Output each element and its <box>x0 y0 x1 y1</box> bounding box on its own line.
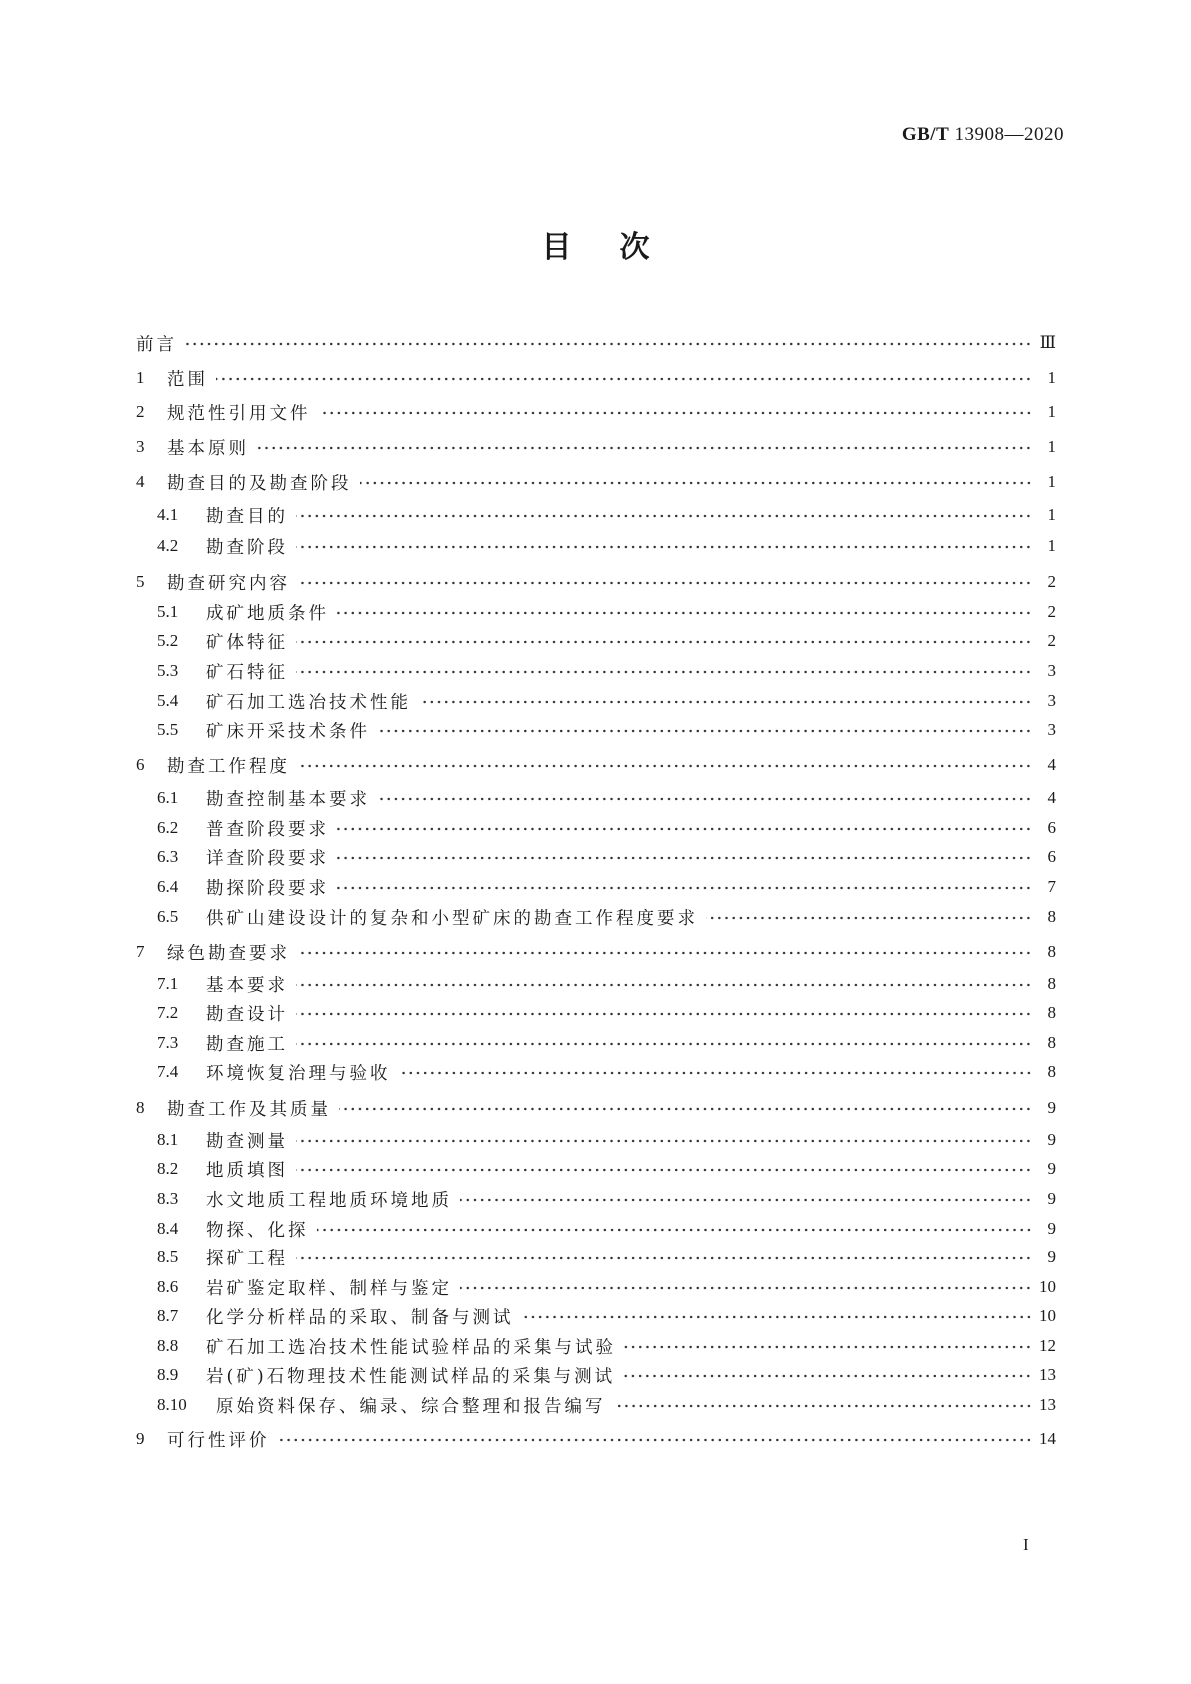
toc-entry-label: 勘查研究内容 <box>167 573 290 594</box>
toc-entry-number: 8 <box>136 1098 145 1117</box>
toc-dot-leader <box>337 855 1032 861</box>
toc-dot-leader <box>296 669 1032 675</box>
toc-entry[interactable] <box>136 689 1056 713</box>
standard-number: 13908—2020 <box>954 124 1064 145</box>
toc-entry[interactable] <box>136 1096 1056 1120</box>
toc-entry[interactable] <box>136 503 1056 527</box>
toc-entry-label: 基本要求 <box>206 975 288 996</box>
toc-entry-number: 4 <box>136 472 145 491</box>
toc-entry-label: 矿石加工选冶技术性能 <box>206 692 411 713</box>
toc-entry[interactable] <box>136 470 1056 494</box>
toc-entry[interactable] <box>136 1363 1056 1387</box>
toc-dot-leader <box>460 1285 1032 1291</box>
toc-entry[interactable] <box>136 366 1056 390</box>
toc-entry-label: 勘查目的 <box>206 506 288 527</box>
toc-entry-label: 化学分析样品的采取、制备与测试 <box>206 1307 514 1328</box>
toc-entry[interactable] <box>136 1275 1056 1299</box>
toc-entry-label: 供矿山建设设计的复杂和小型矿床的勘查工作程度要求 <box>206 908 698 929</box>
toc-entry-label: 勘探阶段要求 <box>206 878 329 899</box>
toc-entry-number: 6.4 <box>157 877 179 896</box>
toc-entry-page: 1 <box>1047 536 1056 555</box>
toc-entry-page: 8 <box>1047 907 1056 926</box>
toc-entry-page: 9 <box>1047 1159 1056 1178</box>
toc-dot-leader <box>296 1011 1032 1017</box>
toc-entry-label: 绿色勘查要求 <box>167 943 290 964</box>
toc-entry-label: 水文地质工程地质环境地质 <box>206 1190 452 1211</box>
toc-dot-leader <box>614 1403 1033 1409</box>
toc-dot-leader <box>296 1255 1032 1261</box>
toc-dot-leader <box>298 763 1032 769</box>
toc-entry-label: 矿石特征 <box>206 662 288 683</box>
toc-entry-label: 勘查工作及其质量 <box>167 1099 331 1120</box>
toc-dot-leader <box>337 826 1032 832</box>
toc-entry-number: 5 <box>136 572 145 591</box>
toc-entry-number: 5.5 <box>157 720 179 739</box>
toc-entry-page: 1 <box>1047 505 1056 524</box>
toc-entry-label: 勘查工作程度 <box>167 756 290 777</box>
toc-entry[interactable] <box>136 1427 1056 1451</box>
toc-entry[interactable] <box>136 905 1056 929</box>
toc-entry-label: 范围 <box>167 369 208 390</box>
toc-entry[interactable] <box>136 1304 1056 1328</box>
toc-entry-number: 7.1 <box>157 974 179 993</box>
toc-entry[interactable] <box>136 875 1056 899</box>
toc-entry-label: 前言 <box>136 334 177 355</box>
toc-entry-number: 8.1 <box>157 1130 179 1149</box>
toc-entry[interactable] <box>136 400 1056 424</box>
toc-entry-number: 5.3 <box>157 661 179 680</box>
toc-entry-page: 9 <box>1047 1130 1056 1149</box>
toc-entry[interactable] <box>136 845 1056 869</box>
toc-entry-page: 10 <box>1039 1306 1056 1325</box>
toc-entry-page: 1 <box>1047 402 1056 421</box>
toc-entry-number: 5.1 <box>157 602 179 621</box>
toc-entry-page: 6 <box>1047 818 1056 837</box>
toc-entry-number: 8.4 <box>157 1219 179 1238</box>
toc-dot-leader <box>296 982 1032 988</box>
toc-entry-label: 原始资料保存、编录、综合整理和报告编写 <box>216 1396 606 1417</box>
toc-entry-label: 成矿地质条件 <box>206 603 329 624</box>
toc-entry-label: 普查阶段要求 <box>206 819 329 840</box>
toc-entry-page: Ⅲ <box>1039 333 1056 352</box>
toc-dot-leader <box>298 580 1032 586</box>
toc-entry-number: 8.6 <box>157 1277 179 1296</box>
toc-entry[interactable] <box>136 435 1056 459</box>
toc-entry-page: 8 <box>1047 1033 1056 1052</box>
toc-entry-page: 8 <box>1047 974 1056 993</box>
standard-code <box>902 124 1064 146</box>
toc-entry-number: 8.10 <box>157 1395 187 1414</box>
toc-dot-leader <box>296 639 1032 645</box>
toc-entry-page: 2 <box>1047 572 1056 591</box>
toc-entry[interactable] <box>136 1245 1056 1269</box>
toc-entry-label: 勘查阶段 <box>206 537 288 558</box>
toc-entry-number: 6.5 <box>157 907 179 926</box>
toc-entry[interactable] <box>136 570 1056 594</box>
toc-entry-number: 4.1 <box>157 505 179 524</box>
toc-entry-page: 13 <box>1039 1365 1056 1384</box>
toc-entry[interactable] <box>136 1157 1056 1181</box>
toc-entry[interactable] <box>136 753 1056 777</box>
toc-entry-label: 矿石加工选冶技术性能试验样品的采集与试验 <box>206 1337 616 1358</box>
toc-entry-label: 勘查目的及勘查阶段 <box>167 473 352 494</box>
toc-dot-leader <box>278 1437 1033 1443</box>
toc-entry[interactable] <box>136 816 1056 840</box>
toc-entry-page: 4 <box>1047 755 1056 774</box>
toc-entry-number: 7 <box>136 942 145 961</box>
toc-dot-leader <box>296 544 1032 550</box>
toc-dot-leader <box>378 796 1032 802</box>
toc-entry[interactable] <box>136 1128 1056 1152</box>
toc-dot-leader <box>296 1138 1032 1144</box>
toc-entry-label: 岩(矿)石物理技术性能测试样品的采集与测试 <box>206 1366 616 1387</box>
toc-entry-label: 物探、化探 <box>206 1220 309 1241</box>
toc-entry[interactable] <box>136 1060 1056 1084</box>
toc-entry-label: 可行性评价 <box>167 1430 270 1451</box>
toc-entry-page: 3 <box>1047 661 1056 680</box>
toc-entry-number: 8.9 <box>157 1365 179 1384</box>
toc-entry-page: 9 <box>1047 1247 1056 1266</box>
toc-entry-label: 勘查控制基本要求 <box>206 789 370 810</box>
toc-entry-label: 地质填图 <box>206 1160 288 1181</box>
toc-entry[interactable] <box>136 972 1056 996</box>
toc-entry-number: 3 <box>136 437 145 456</box>
toc-entry[interactable] <box>136 1217 1056 1241</box>
toc-entry-page: 1 <box>1047 472 1056 491</box>
toc-entry-label: 勘查测量 <box>206 1131 288 1152</box>
toc-entry-page: 2 <box>1047 602 1056 621</box>
toc-entry-number: 8.3 <box>157 1189 179 1208</box>
toc-entry-page: 7 <box>1047 877 1056 896</box>
toc-dot-leader <box>216 376 1032 382</box>
toc-dot-leader <box>378 728 1032 734</box>
standard-prefix: GB/T <box>901 124 950 145</box>
toc-entry-number: 6.1 <box>157 788 179 807</box>
toc-entry-number: 6.2 <box>157 818 179 837</box>
toc-dot-leader <box>296 513 1032 519</box>
toc-entry-page: 1 <box>1047 437 1056 456</box>
toc-dot-leader <box>360 480 1033 486</box>
toc-entry-page: 8 <box>1047 1062 1056 1081</box>
toc-entry-page: 13 <box>1039 1395 1056 1414</box>
toc-entry-page: 10 <box>1039 1277 1056 1296</box>
toc-dot-leader <box>185 341 1032 347</box>
toc-dot-leader <box>460 1197 1032 1203</box>
toc-entry-page: 12 <box>1039 1336 1056 1355</box>
toc-entry-number: 8.2 <box>157 1159 179 1178</box>
toc-entry-label: 勘查设计 <box>206 1004 288 1025</box>
toc-entry-number: 6.3 <box>157 847 179 866</box>
toc-entry[interactable] <box>136 659 1056 683</box>
toc-entry[interactable] <box>136 600 1056 624</box>
toc-entry[interactable] <box>136 629 1056 653</box>
toc-entry-page: 4 <box>1047 788 1056 807</box>
toc-entry-number: 5.4 <box>157 691 179 710</box>
toc-entry[interactable] <box>136 1001 1056 1025</box>
toc-entry[interactable] <box>136 940 1056 964</box>
toc-dot-leader <box>296 1041 1032 1047</box>
toc-entry-number: 1 <box>136 368 145 387</box>
toc-entry-page: 1 <box>1047 368 1056 387</box>
toc-entry-label: 详查阶段要求 <box>206 848 329 869</box>
toc-entry-label: 探矿工程 <box>206 1248 288 1269</box>
page-title: 目次 <box>541 230 698 265</box>
toc-entry-page: 8 <box>1047 942 1056 961</box>
toc-entry-number: 9 <box>136 1429 145 1448</box>
toc-entry[interactable] <box>136 718 1056 742</box>
toc-dot-leader <box>419 699 1032 705</box>
toc-entry[interactable] <box>136 534 1056 558</box>
toc-entry-label: 矿体特征 <box>206 632 288 653</box>
toc-entry-number: 7.2 <box>157 1003 179 1022</box>
toc-entry-page: 9 <box>1047 1219 1056 1238</box>
toc-entry-number: 4.2 <box>157 536 179 555</box>
toc-dot-leader <box>337 610 1032 616</box>
toc-dot-leader <box>296 1167 1032 1173</box>
toc-entry-label: 环境恢复治理与验收 <box>206 1063 391 1084</box>
toc-entry-page: 9 <box>1047 1098 1056 1117</box>
toc-dot-leader <box>522 1314 1033 1320</box>
toc-dot-leader <box>317 1227 1033 1233</box>
toc-entry-number: 8.8 <box>157 1336 179 1355</box>
toc-entry-number: 8.7 <box>157 1306 179 1325</box>
toc-entry-label: 矿床开采技术条件 <box>206 721 370 742</box>
toc-dot-leader <box>319 410 1033 416</box>
toc-entry-label: 规范性引用文件 <box>167 403 311 424</box>
toc-entry-page: 2 <box>1047 631 1056 650</box>
toc-entry-page: 8 <box>1047 1003 1056 1022</box>
toc-dot-leader <box>624 1344 1032 1350</box>
page-number: I <box>1023 1535 1029 1554</box>
toc-entry-label: 岩矿鉴定取样、制样与鉴定 <box>206 1278 452 1299</box>
toc-dot-leader <box>257 445 1032 451</box>
toc-entry-number: 7.3 <box>157 1033 179 1052</box>
toc-entry-page: 9 <box>1047 1189 1056 1208</box>
toc-entry-page: 3 <box>1047 691 1056 710</box>
toc-entry-page: 3 <box>1047 720 1056 739</box>
toc-entry[interactable] <box>136 331 1056 355</box>
toc-entry-number: 2 <box>136 402 145 421</box>
toc-entry[interactable] <box>136 786 1056 810</box>
toc-dot-leader <box>399 1070 1033 1076</box>
toc-entry[interactable] <box>136 1393 1056 1417</box>
toc-entry-number: 8.5 <box>157 1247 179 1266</box>
toc-dot-leader <box>706 915 1032 921</box>
toc-entry-label: 勘查施工 <box>206 1034 288 1055</box>
toc-entry-number: 7.4 <box>157 1062 179 1081</box>
toc-entry-label: 基本原则 <box>167 438 249 459</box>
toc-dot-leader <box>623 1373 1032 1379</box>
toc-entry-page: 6 <box>1047 847 1056 866</box>
toc-entry-page: 14 <box>1039 1429 1056 1448</box>
toc-entry-number: 5.2 <box>157 631 179 650</box>
toc-entry-number: 6 <box>136 755 145 774</box>
toc-entry[interactable] <box>136 1031 1056 1055</box>
toc-dot-leader <box>339 1106 1032 1112</box>
toc-dot-leader <box>337 885 1032 891</box>
toc-entry[interactable] <box>136 1187 1056 1211</box>
toc-dot-leader <box>298 950 1032 956</box>
toc-entry[interactable] <box>136 1334 1056 1358</box>
